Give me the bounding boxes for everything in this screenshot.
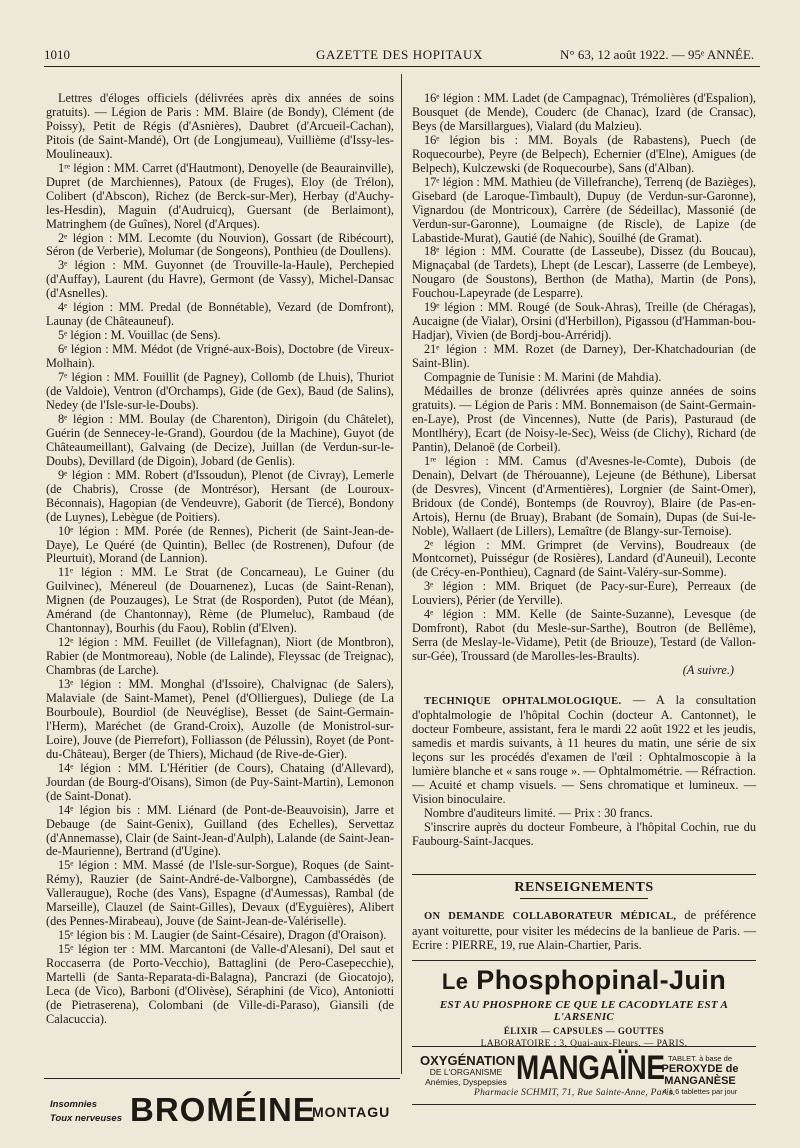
column-separator [401,74,402,1074]
paragraph: 3ᵉ légion : MM. Briquet (de Pacy-sur-Eure), Perreaux (de Louviers), Périer (de Yerville). [412,579,756,608]
technique-paragraph [412,694,756,807]
paragraph: 14ᵉ légion bis : MM. Liénard (de Pont-de-Beauvoisin), Jarre et Debauge (de Saint-Genix), Guilland (des Echelles), Servettaz (d'Annemasse), Clair (de Saint-Jean-d'Aulph), Lalande (de Saint-Jean-de-Maurienne), Bertrand (d'Ugine). [46,802,394,859]
paragraph: 5ᵉ légion : M. Vouillac (de Sens). [58,328,221,343]
section-rule [44,1078,400,1079]
paragraph: 10ᵉ légion : MM. Porée (de Rennes), Picherit (de Saint-Jean-de-Daye), Le Quéré (de Quintin), Bellec (de Rostrenen), Dufour (de Pleurtuit), Morand (de Lannion). [46,523,394,566]
paragraph: 3ᵉ légion : MM. Guyonnet (de Trouville-la-Haule), Perchepied (d'Auffay), Laurent (du Havre), Germont (de Vassy), Michel-Dansac (d'Asnelles). [46,258,394,301]
paragraph: 15ᵉ légion : MM. Massé (de l'Isle-sur-Sorgue), Roques (de Saint-Rémy), Rauzier (de Saint-André-de-Valborgne), Cambassédès (de Valleraugue), Roche (des Vans), Espagne (d'Aumessas), Rambal (de Marseille), Clauzel (de Saint-Gilles), Devaux (d'Eyguières), Alibert (des Pennes-Mirabeau), Jouve (de Saint-Jean-de-Valériselle). [46,858,394,929]
to-be-continued: (A suivre.) [682,663,734,678]
paragraph: 16ᵉ légion bis : MM. Boyals (de Rabastens), Puech (de Roquecourbe), Peyre (de Belpech), Echernier (d'Elne), Amigues (de Belpech), Kulczewski (de Roquecourbe), Sans (d'Alban). [412,132,756,175]
paragraph: 8ᵉ légion : MM. Boulay (de Charenton), Dirigoin (du Châtelet), Guérin (de Sennecey-le-Grand), Gourdou (de la Machine), Guyot (de Châteaumeillant), Galvaing (de Decize), Juillan (de Verdun-sur-le-Doubs), Devillard (de Digoin), Jobard (de Genlis). [46,411,394,468]
page-number: 1010 [44,47,70,62]
technique-text: — A la consultation d'ophtalmologie de l'hôpital Cochin (docteur A. Cantonnet), le docteur Fombeure, assistant, fera le mardi 22 août 1922 et les jeudis, samedis et mardis suivants, à 11 heures du matin, une série de six leçons sur les procédés d'examen de l'œil : Ophtalmoscopie à la lumière blanche et « sans rouge ». — Ophtalmométrie. — Réfraction. — Acuité et champ visuels. — Sens chromatique et lumineux. — Vision binoculaire. [412,693,756,806]
paragraph: Médailles de bronze (délivrées après quinze années de soins gratuits). — Légion de Paris : MM. Bonnemaison (de Saint-Germain-en-Laye), Prost (de Vincennes), Nutte (de Paris), Pasturaud (de Montlhéry), Ecart (de Noisy-le-Sec), Weiss (de Clichy), Richard (de Pantin), Delanoë (de Corbeil). [412,384,756,454]
mangaine-ad [416,1049,756,1102]
mangaine-brand: MANGAÏNE [516,1049,665,1087]
renseignements-title: RENSEIGNEMENTS [514,880,654,895]
paragraph: 15ᵉ légion ter : MM. Marcantoni (de Valle-d'Alesani), Del saut et Roccaserra (de Porto-Vecchio), Battaglini (de Pero-Casepecchie), Martelli (de Santa-Reparata-di-Balagna), Pancrazi (de Giocatojo), Leca (de Vico), Barboni (d'Olivèse), Séraphini (de Vico), Antoniotti (de Pietraserena), Colombani (de Ville-di-Paraso), Giansili (de Calacuccia). [46,942,394,1026]
paragraph: 16ᵉ légion : MM. Ladet (de Campagnac), Trémolières (d'Espalion), Bousquet (de Mende), Couderc (de Chanac), Izard (de Cransac), Beys (de Marsillargues), Vialard (du Malzieu). [412,91,756,133]
ad-heading: ON DEMANDE COLLABORATEUR MÉDICAL, [424,911,677,922]
paragraph: 7ᵉ légion : MM. Fouillit (de Pagney), Collomb (de Lhuis), Thuriot (de Valdoie), Ventron (d'Orchamps), Gide (de Gex), Baud (de Salins), Nedey (de l'Isle-sur-le-Doubs). [46,370,394,412]
paragraph: 17ᵉ légion : MM. Mathieu (de Villefranche), Terrenq (de Bazièges), Gisebard (de Laroque-Timbault), Dupuy (de Verdun-sur-Garonne), Vignardou (de Montricoux), Carrère (de Sédeillac), Massonié (de Verdun-sur-Garonne), Loumaigne (de Riscle), de Lapize (de Labastide-Murat), Gautié (de Nahic), Souilhé (de Gramat). [412,174,756,245]
bromeine-maker: MONTAGU [312,1104,391,1120]
renseignements-text [412,908,756,952]
ad-text: de préférence ayant voiturette, pour visiter les médecins de la banlieue de Paris. — Ecrire : PIERRE, 19, rue Alain-Chartier, Paris. [412,908,756,952]
paragraph: 15ᵉ légion bis : M. Laugier (de Saint-Césaire), Dragon (d'Oraison). [58,928,387,943]
paragraph: 11ᵉ légion : MM. Le Strat (de Concarneau), Le Guiner (du Guilvinec), Ménereul (de Douarnenez), Lucas (de Saint-Renan), Mignen (de Pouzauges), Le Strat (de Rosporden), Putot (de Méan), Amérand (de Chantonnay), Rème (de Plumeluc), Rambaud (de Chantonnay), Bourhis (du Faou), Roblin (d'Elven). [46,565,394,636]
header-rule [44,66,760,67]
section-rule [412,1104,756,1105]
section-rule [412,874,756,875]
mangaine-left: OXYGÉNATION DE L'ORGANISME Anémies, Dyspepsies [420,1053,516,1087]
phosphopinal-ad [412,964,756,1049]
right-column [412,92,756,849]
technique-heading: TECHNIQUE OPHTALMOLOGIQUE. [424,696,622,708]
phosphopinal-brand: Le Phosphopinal-Juin [441,965,727,995]
paragraph: Lettres d'éloges officiels (délivrées après dix années de soins gratuits). — Légion de Paris : MM. Blaire (de Bondy), Clément (de Poissy), Petit de Régis (d'Asnières), Daubret (d'Arcueil-Cachan), Pitois (de Saint-Mandé), Ort (de Longjumeau), Vuillième (d'Issy-les-Moulineaux). [46,91,394,161]
phosphopinal-products: ÉLIXIR — CAPSULES — GOUTTES [503,1026,665,1036]
bromeine-brand: BROMÉINE [130,1091,316,1128]
title-underline [520,898,648,899]
mangaine-pharmacy: Pharmacie SCHMIT, 71, Rue Sainte-Anne, Paris. [474,1088,676,1098]
paragraph: 1ʳᵉ légion : MM. Carret (d'Hautmont), Denoyelle (de Beaurainville), Dupret (de Marchiennes), Patoux (de Fruges), Eloy (de Trélon), Colibert (d'Abscon), Richez (de Berck-sur-Mer), Herbay (d'Auchy-les-Hesdin), Maguin (d'Audruicq), Guersant (de Berlaimont), Matringhem (de Guînes), Norel (d'Arques). [46,160,394,231]
section-rule [412,960,756,961]
paragraph: 13ᵉ légion : MM. Monghal (d'Issoire), Chalvignac (de Salers), Malaviale (de Saint-Mamet), Penel (d'Olliergues), Duliege (de La Bourboule), Bourdiol (de Neuvéglise), Besset (de Saint-Germain-l'Herm), Maréchet (de Grand-Croix), Auzolle (de Monistrol-sur-Loire), Jouve (de Pierrefort), Folliasson (de Pélussin), Royet (de Pont-du-Château), Berger (de Thiers), Michaud (de Rive-de-Gier). [46,677,394,761]
paragraph: 12ᵉ légion : MM. Feuillet (de Villefagnan), Niort (de Montbron), Rabier (de Montmoreau), Noble (de Lalinde), Fleyssac (de Treignac), Chambras (de Larche). [46,635,394,678]
phosphopinal-tagline: EST AU PHOSPHORE CE QUE LE CACODYLATE EST A L'ARSENIC [439,999,729,1023]
paragraph: Compagnie de Tunisie : M. Marini (de Mahdia). [424,370,662,385]
paragraph: 21ᵉ légion : MM. Rozet (de Darney), Der-Khatchadourian (de Saint-Blin). [412,342,756,371]
paragraph: 9ᵉ légion : MM. Robert (d'Issoudun), Plenot (de Civray), Lemerle (de Chabris), Crosse (de Montrésor), Hersant (de Louroux-Béconnais), Hagopian (de Vendeuvre), Gaborit (de Tiercé), Bondony (de Luynes), Lebègue (de Poitiers). [46,467,394,524]
paragraph: 14ᵉ légion : MM. L'Héritier (de Cours), Chataing (d'Allevard), Jourdan (de Bourg-d'Oisans), Simon (de Puy-Saint-Martin), Lemonon (de Saint-Donat). [46,760,394,803]
paragraph: 2ᵉ légion : MM. Lecomte (du Nouvion), Gossart (de Ribécourt), Séron (de Verberie), Molumar (de Songeons), Ponthieu (de Doullens). [46,230,394,259]
bromeine-indications: Insomnies Toux nerveuses [50,1099,122,1124]
phosphopinal-laboratory: LABORATOIRE : 3, Quai-aux-Fleurs. — PARIS. [480,1039,688,1049]
mangaine-right: TABLET. à base de PEROXYDE de MANGANÈSE 4 à 6 tablettes par jour [661,1054,739,1096]
paragraph: 18ᵉ légion : MM. Couratte (de Lasseube), Dissez (du Boucau), Mignaçabal (de Tardets), Lhept (de Lescar), Lasserre (de Lembeye), Nougaro (de Soustons), Berthon (de Matha), Martin (de Pons), Fouchou-Lapeyrade (de Lesparre). [412,244,756,301]
issue-info: N° 63, 12 août 1922. — 95ᵉ ANNÉE. [560,47,755,62]
paragraph: 4ᵉ légion : MM. Kelle (de Sainte-Suzanne), Levesque (de Domfront), Rabot (du Mesle-sur-Sarthe), Boutron (de Bellême), Serra (de Meslay-le-Vidame), Petit (de Briouze), Testard (de Vallon-sur-Gée), Troussard (de Marolles-les-Braults). [412,607,756,664]
paragraph: 4ᵉ légion : MM. Predal (de Bonnétable), Vezard (de Domfront), Launay (de Châteauneuf). [46,300,394,329]
left-column [46,92,394,1027]
paragraph: 19ᵉ légion : MM. Rougé (de Souk-Ahras), Treille (de Chéragas), Aucaigne (de Vialar), Orsini (d'Herbillon), Pigassou (d'Hamman-bou-Hadjar), Vivien (de Bordj-bou-Arréridj). [412,300,756,343]
section-rule [412,1046,756,1047]
bromeine-ad [44,1090,400,1138]
paragraph: Nombre d'auditeurs limité. — Prix : 30 francs. [424,805,653,820]
paragraph: S'inscrire auprès du docteur Fombeure, à l'hôpital Cochin, rue du Faubourg-Saint-Jacques. [412,819,756,848]
paragraph: 2ᵉ légion : MM. Grimpret (de Vervins), Boudreaux (de Montcornet), Puisségur (de Rosières), Landard (d'Auneuil), Leconte (de Crécy-en-Ponthieu), Cagnard (de Saint-Valéry-sur-Somme). [412,537,756,580]
paragraph: 1ʳᵉ légion : MM. Camus (d'Avesnes-le-Comte), Dubois (de Denain), Delvart (de Thérouanne), Lejeune (de Béthune), Libersat (de Desvres), Vincent (d'Armentières), Lorgnier (de Saint-Omer), Bridoux (de Condé), Bontemps (de Rouvroy), Blaire (de Pas-en-Artois), Hernu (de Bruay), Brabant (de Somain), Dupas (de Sui-le-Noble), Wallaert (de Lillers), Lemaître (de Blangy-sur-Ternoise). [412,453,756,538]
paragraph: 6ᵉ légion : MM. Médot (de Vrigné-aux-Bois), Doctobre (de Vireux-Molhain). [46,342,394,371]
journal-title: GAZETTE DES HOPITAUX [316,47,483,62]
